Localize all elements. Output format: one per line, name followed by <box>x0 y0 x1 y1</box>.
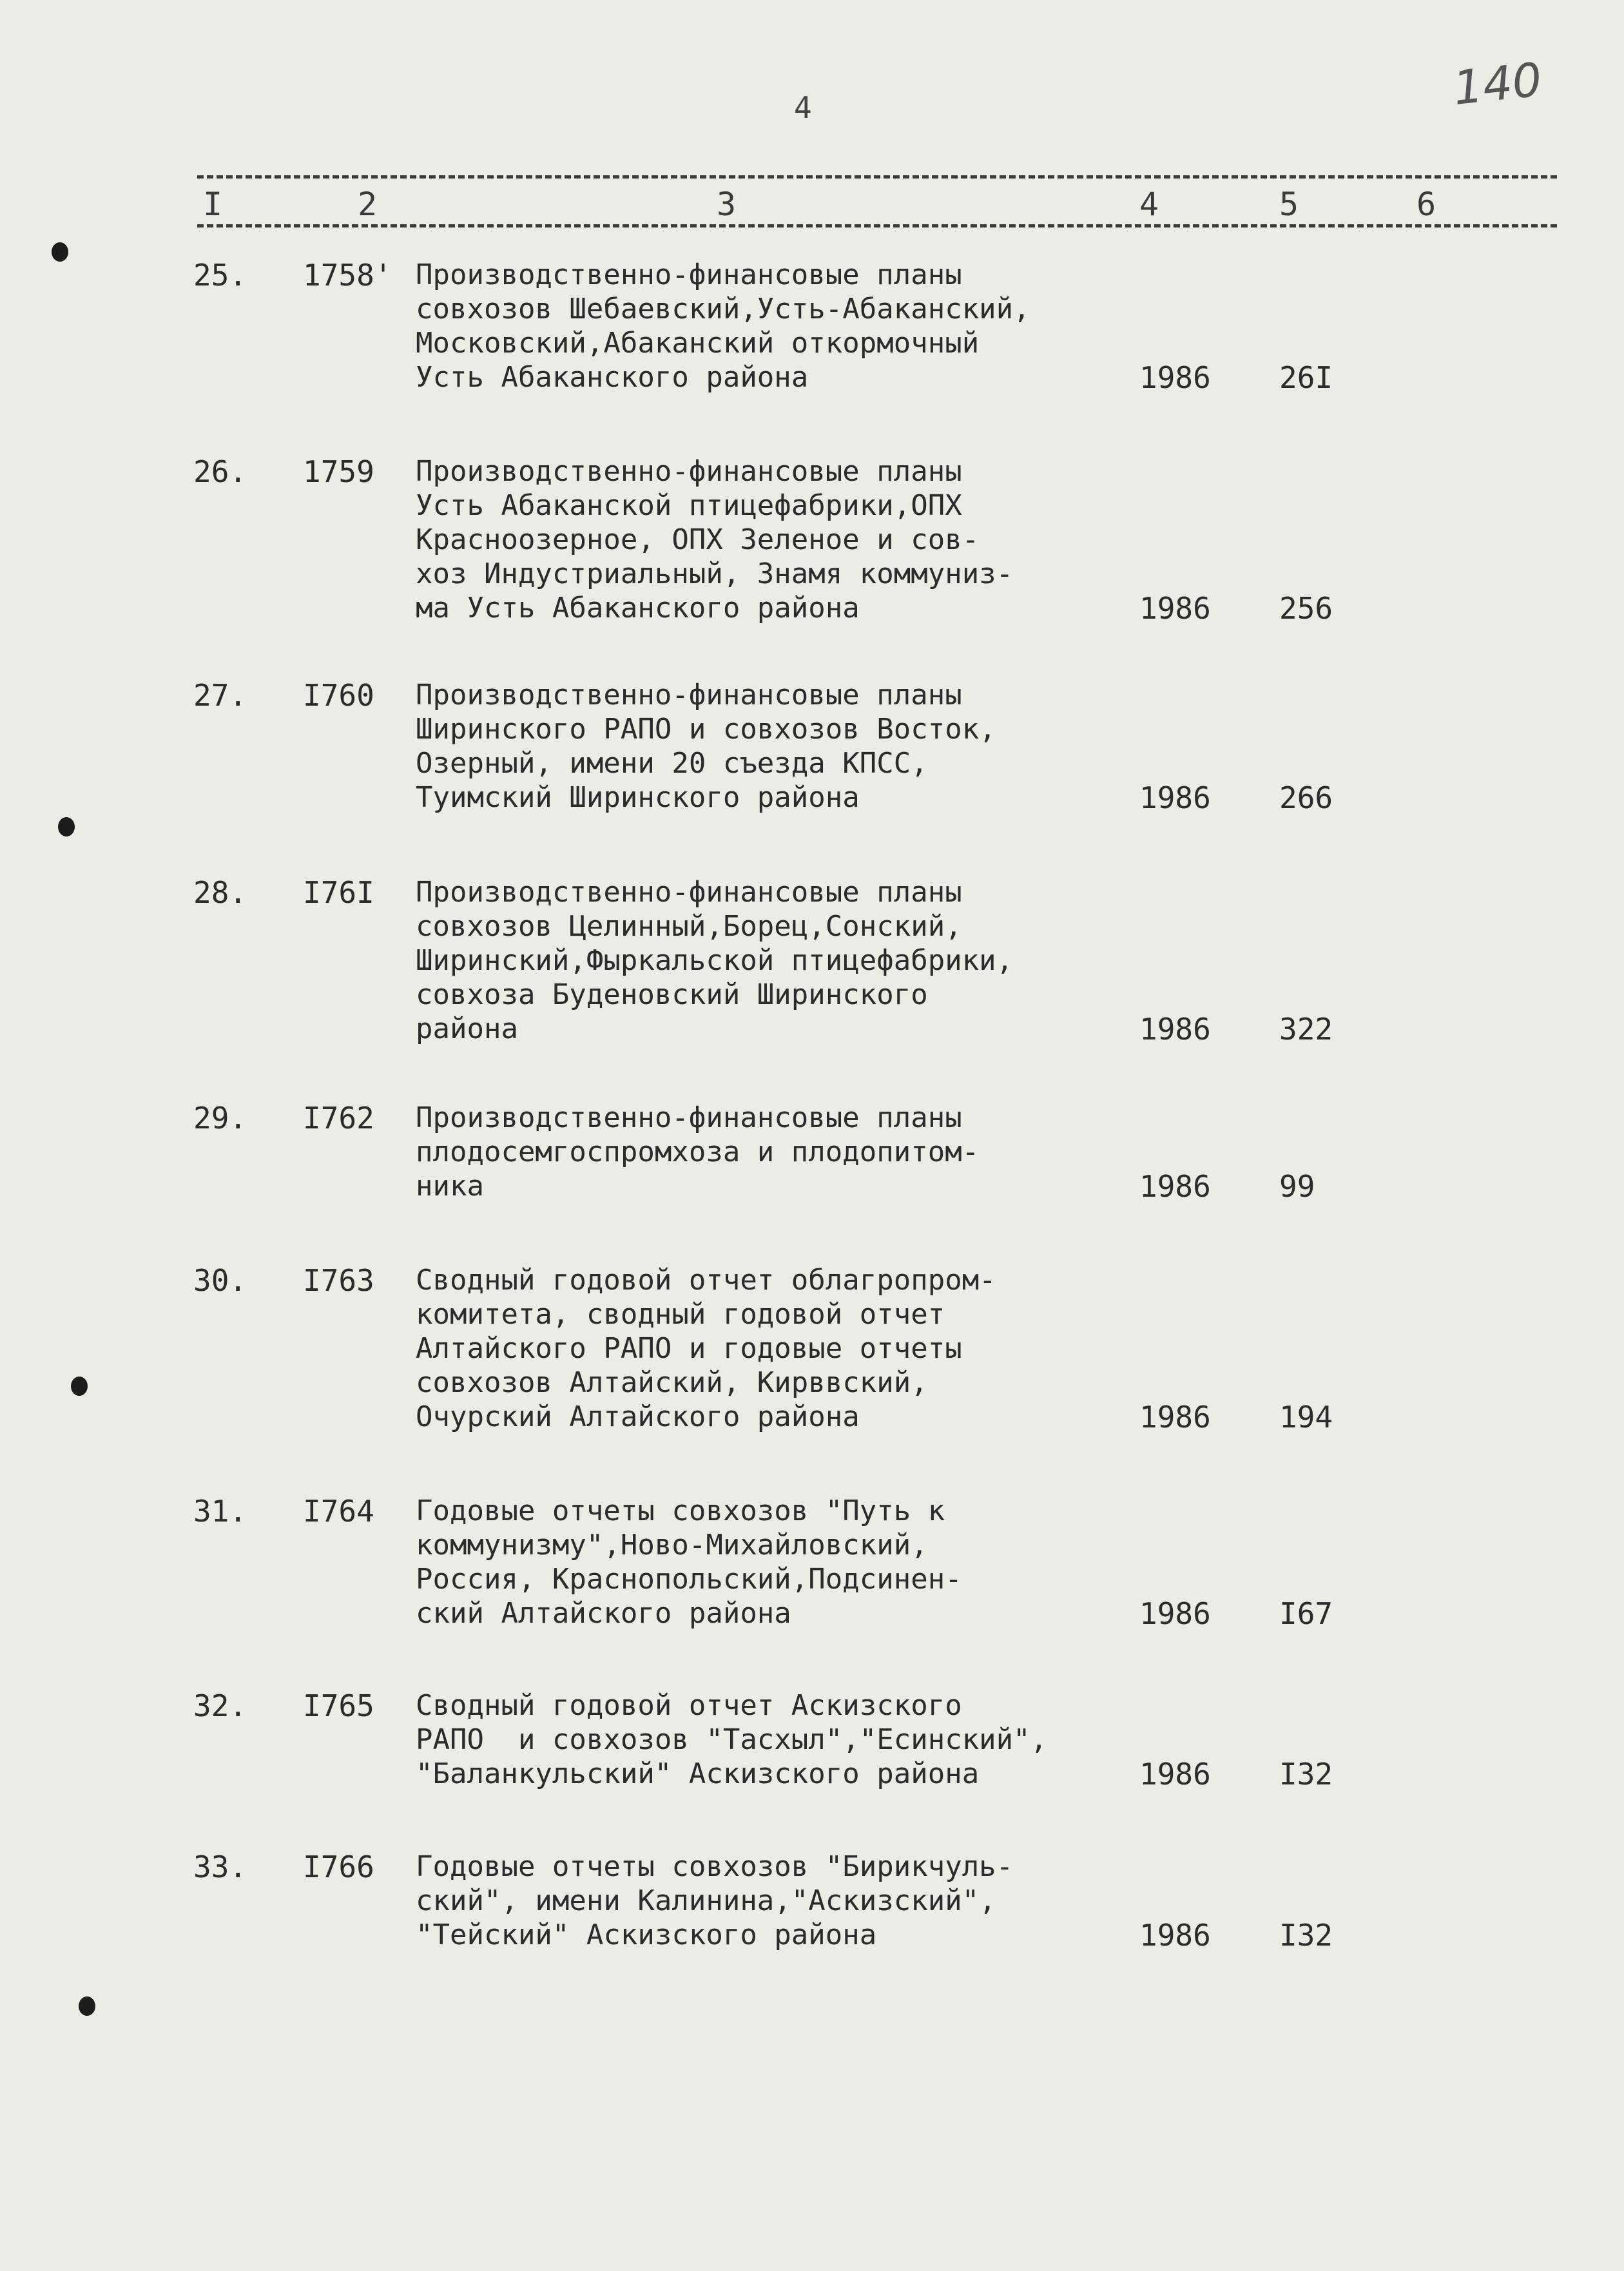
header-top-rule <box>197 175 1557 179</box>
file-title-line: Годовые отчеты совхозов "Бирикчуль- <box>416 1850 1014 1883</box>
file-title-line: "Баланкульский" Аскизского района <box>416 1757 980 1790</box>
sheet-count: I32 <box>1279 1757 1333 1792</box>
entry-number: 25. <box>193 258 247 293</box>
file-title <box>416 875 1157 1046</box>
file-title-line: Производственно-финансовые планы <box>416 876 962 909</box>
file-number: I76I <box>303 875 374 910</box>
file-title-line: Озерный, имени 20 съезда КПСС, <box>416 747 928 780</box>
file-number: 1758' <box>303 258 392 293</box>
file-title-line: "Тейский" Аскизского района <box>416 1918 877 1951</box>
file-title-line: Сводный годовой отчет Аскизского <box>416 1689 962 1722</box>
file-year: 1986 <box>1139 1400 1211 1435</box>
file-title <box>416 1688 1157 1791</box>
file-title-line: Производственно-финансовые планы <box>416 1101 962 1134</box>
column-header-3: 3 <box>717 186 737 223</box>
column-header-1: I <box>203 186 223 223</box>
file-title-line: Ширинский,Фыркальской птицефабрики, <box>416 944 1014 977</box>
file-title-line: ника <box>416 1170 484 1203</box>
file-title-line: Усть Абаканской птицефабрики,ОПХ <box>416 489 962 522</box>
file-title-line: коммунизму",Ново-Михайловский, <box>416 1529 928 1561</box>
file-number: I765 <box>303 1688 374 1723</box>
file-title-line: Производственно-финансовые планы <box>416 258 962 291</box>
column-header-2: 2 <box>358 186 378 223</box>
sheet-count: 99 <box>1279 1169 1315 1204</box>
file-title-line: совхоза Буденовский Ширинского <box>416 978 928 1011</box>
file-title-line: комитета, сводный годовой отчет <box>416 1298 945 1331</box>
sheet-count: 194 <box>1279 1400 1333 1435</box>
sheet-count: I67 <box>1279 1596 1333 1631</box>
file-title-line: района <box>416 1012 518 1045</box>
file-title <box>416 258 1157 394</box>
file-number: I766 <box>303 1850 374 1884</box>
entry-number: 28. <box>193 875 247 910</box>
file-title-line: Очурский Алтайского района <box>416 1400 860 1433</box>
entry-number: 27. <box>193 678 247 713</box>
file-title-line: РАПО и совхозов "Тасхыл","Есинский", <box>416 1723 1048 1756</box>
file-title-line: Производственно-финансовые планы <box>416 679 962 711</box>
handwritten-page-number: 140 <box>1450 52 1545 115</box>
binder-hole <box>58 817 75 836</box>
file-number: I763 <box>303 1263 374 1298</box>
entry-number: 32. <box>193 1688 247 1723</box>
file-title-line: Красноозерное, ОПХ Зеленое и сов- <box>416 523 980 556</box>
file-title <box>416 1263 1157 1434</box>
column-header-4: 4 <box>1139 186 1159 223</box>
sheet-count: 266 <box>1279 780 1333 815</box>
sheet-count: 26I <box>1279 360 1333 395</box>
file-title <box>416 1494 1157 1630</box>
column-header-6: 6 <box>1416 186 1436 223</box>
entry-number: 30. <box>193 1263 247 1298</box>
file-title-line: Усть Абаканского района <box>416 361 809 394</box>
file-number: 1759 <box>303 454 374 489</box>
file-year: 1986 <box>1139 1169 1211 1204</box>
file-title-line: совхозов Шебаевский,Усть-Абаканский, <box>416 293 1030 325</box>
file-title <box>416 1850 1157 1952</box>
column-header-5: 5 <box>1279 186 1299 223</box>
file-title-line: Сводный годовой отчет облагропром- <box>416 1264 996 1297</box>
file-title-line: совхозов Алтайский, Кирввский, <box>416 1366 928 1399</box>
sheet-count: 322 <box>1279 1012 1333 1047</box>
file-year: 1986 <box>1139 1918 1211 1953</box>
file-title-line: ский Алтайского района <box>416 1597 791 1630</box>
binder-hole <box>71 1377 88 1396</box>
sheet-count: I32 <box>1279 1918 1333 1953</box>
entry-number: 26. <box>193 454 247 489</box>
file-title-line: Ширинского РАПО и совхозов Восток, <box>416 713 996 746</box>
file-title-line: Годовые отчеты совхозов "Путь к <box>416 1494 945 1527</box>
file-title <box>416 1101 1157 1203</box>
file-year: 1986 <box>1139 1596 1211 1631</box>
page-number: 4 <box>794 90 812 125</box>
file-year: 1986 <box>1139 360 1211 395</box>
file-number: I764 <box>303 1494 374 1529</box>
file-number: I762 <box>303 1101 374 1136</box>
entry-number: 31. <box>193 1494 247 1529</box>
file-title-line: совхозов Целинный,Борец,Сонский, <box>416 910 962 943</box>
file-title-line: ский", имени Калинина,"Аскизский", <box>416 1884 996 1917</box>
entry-number: 29. <box>193 1101 247 1136</box>
file-year: 1986 <box>1139 591 1211 626</box>
file-title-line: Туимский Ширинского района <box>416 781 860 814</box>
file-title-line: Алтайского РАПО и годовые отчеты <box>416 1332 962 1365</box>
binder-hole <box>79 1996 95 2016</box>
file-title-line: плодосемгоспромхоза и плодопитом- <box>416 1136 980 1168</box>
file-title-line: Россия, Краснопольский,Подсинен- <box>416 1563 962 1596</box>
file-year: 1986 <box>1139 780 1211 815</box>
file-year: 1986 <box>1139 1757 1211 1792</box>
file-title-line: Московский,Абаканский откормочный <box>416 327 980 360</box>
file-title-line: хоз Индустриальный, Знамя коммуниз- <box>416 557 1014 590</box>
entry-number: 33. <box>193 1850 247 1884</box>
header-bottom-rule <box>197 224 1557 227</box>
file-title <box>416 678 1157 815</box>
file-year: 1986 <box>1139 1012 1211 1047</box>
file-title-line: Производственно-финансовые планы <box>416 455 962 488</box>
binder-hole <box>52 242 68 262</box>
file-title <box>416 454 1157 625</box>
file-number: I760 <box>303 678 374 713</box>
file-title-line: ма Усть Абаканского района <box>416 592 860 624</box>
sheet-count: 256 <box>1279 591 1333 626</box>
